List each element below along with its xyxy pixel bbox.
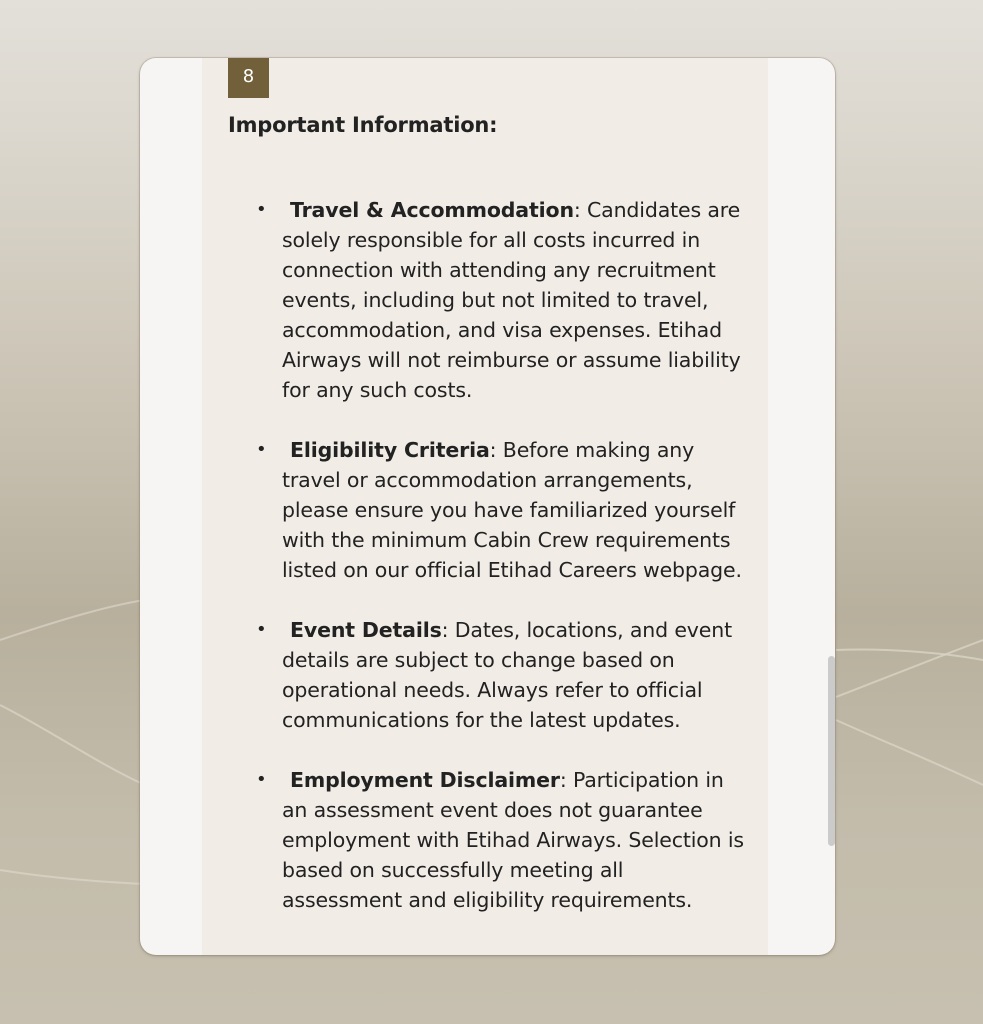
bullet-icon: •	[256, 619, 267, 640]
item-text: : Dates, locations, and event details are subject to change based on operational needs. Always refer to official communications for the latest updates.	[282, 618, 732, 732]
item-term: Eligibility Criteria	[290, 438, 490, 462]
item-text: : Candidates are solely responsible for all costs incurred in connection with attending any recruitment events, including but not limited to travel, accommodation, and visa expenses. Etihad Airways will not reimburse or assume liability for any such costs.	[282, 198, 741, 402]
page-number-badge: 8	[228, 58, 269, 98]
list-item-event-details	[256, 615, 747, 735]
important-info-list	[256, 195, 747, 945]
bullet-icon: •	[256, 199, 267, 220]
scrollbar-thumb[interactable]	[828, 656, 835, 846]
item-term: Employment Disclaimer	[290, 768, 560, 792]
list-item-employment-disclaimer	[256, 765, 747, 915]
list-item-eligibility-criteria	[256, 435, 747, 585]
item-text: : Participation in an assessment event does not guarantee employment with Etihad Airways. Selection is based on successfully meeting all assessment and eligibility requirements.	[282, 768, 744, 912]
item-text: : Before making any travel or accommodation arrangements, please ensure you have familiarized yourself with the minimum Cabin Crew requirements listed on our official Etihad Careers webpage.	[282, 438, 742, 582]
item-term: Event Details	[290, 618, 442, 642]
item-term: Travel & Accommodation	[290, 198, 574, 222]
content-panel	[202, 58, 768, 955]
section-title: Important Information:	[228, 113, 498, 137]
bullet-icon: •	[256, 439, 267, 460]
info-modal	[140, 58, 835, 955]
list-item-travel-accommodation	[256, 195, 747, 405]
bullet-icon: •	[256, 769, 267, 790]
